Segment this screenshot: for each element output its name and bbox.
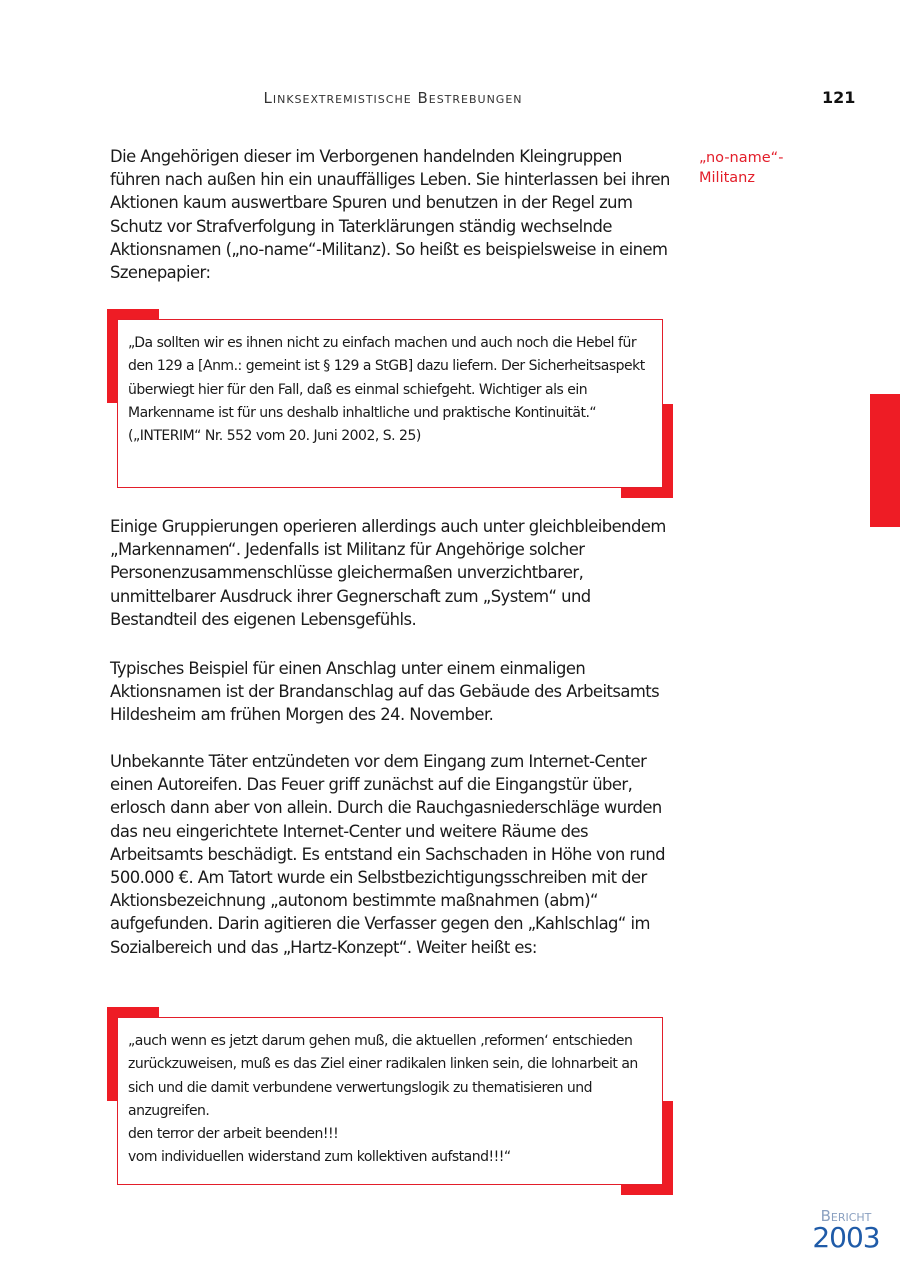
quote-block-2 (107, 1007, 673, 1195)
paragraph-2: Einige Gruppierungen operieren allerdings auch unter gleichbleibendem „Markennamen“. Jedenfalls ist Militanz für Angehörige solcher Personenzusammenschlüsse gleichermaßen unverzichtbarer, unmittelbarer Ausdruck ihrer Gegnerschaft zum „System“ und Bestandteil des eigenen Lebensgefühls. (110, 517, 666, 629)
paragraph-1: Die Angehörigen dieser im Verborgenen handelnden Kleingruppen führen nach außen hin ein unauffälliges Leben. Sie hinterlassen bei ihren Aktionen kaum auswertbare Spuren und benutzen in der Regel zum Schutz vor Strafverfolgung in Taterklärungen ständig wechselnde Aktionsnamen („no-name“-Militanz). So heißt es beispielsweise in einem Szenepapier: (110, 147, 670, 283)
quote-box (117, 319, 663, 488)
quote-line: den terror der arbeit beenden!!! (128, 1126, 339, 1143)
paragraph-3: Typisches Beispiel für einen Anschlag unter einem einmaligen Aktionsnamen ist der Brandanschlag auf das Gebäude des Arbeitsamts Hildesheim am frühen Morgen des 24. November. (110, 659, 660, 725)
quote-text: „Da sollten wir es ihnen nicht zu einfach machen und auch noch die Hebel für den 129 a [Anm.: gemeint ist § 129 a StGB] dazu liefern. Der Sicherheitsaspekt überwiegt hier für den Fall, daß es einmal schiefgeht. Wichtiger als ein Markenname ist für uns deshalb inhaltliche und praktische Kontinuität.“ (128, 335, 645, 421)
margin-note: „no-name“-Militanz (699, 150, 784, 186)
quote-text: „auch wenn es jetzt darum gehen muß, die aktuellen ‚reformen‘ entschieden zurückzuweisen, muß es das Ziel einer radikalen linken sein, die lohnarbeit an sich und die damit verbundene verwertungslogik zu thematisieren und anzugreifen. (128, 1033, 638, 1119)
logo-year: 2003 (812, 1221, 880, 1254)
quote-block-1 (107, 309, 673, 498)
chapter-tab-marker (870, 394, 900, 527)
running-header: Linksextremistische Bestrebungen (263, 89, 523, 107)
report-logo (808, 1208, 884, 1252)
paragraph-4: Unbekannte Täter entzündeten vor dem Eingang zum Internet-Center einen Autoreifen. Das Feuer griff zunächst auf die Eingangstür über, erlosch dann aber von allein. Durch die Rauchgasniederschläge wurden das neu eingerichtete Internet-Center und weitere Räume des Arbeitsamts beschädigt. Es entstand ein Sachschaden in Höhe von rund 500.000 €. Am Tatort wurde ein Selbstbezichtigungsschreiben mit der Aktionsbezeichnung „autonom bestimmte maßnahmen (abm)“ aufgefunden. Darin agitieren die Verfasser gegen den „Kahlschlag“ im Sozialbereich und das „Hartz-Konzept“. Weiter heißt es: (110, 752, 666, 957)
page-number: 121 (822, 88, 856, 107)
logo-word: Bericht (820, 1207, 872, 1225)
quote-source: („INTERIM“ Nr. 552 vom 20. Juni 2002, S. 25) (128, 428, 421, 445)
quote-line: vom individuellen widerstand zum kollektiven aufstand!!!“ (128, 1149, 511, 1166)
quote-box (117, 1017, 663, 1185)
